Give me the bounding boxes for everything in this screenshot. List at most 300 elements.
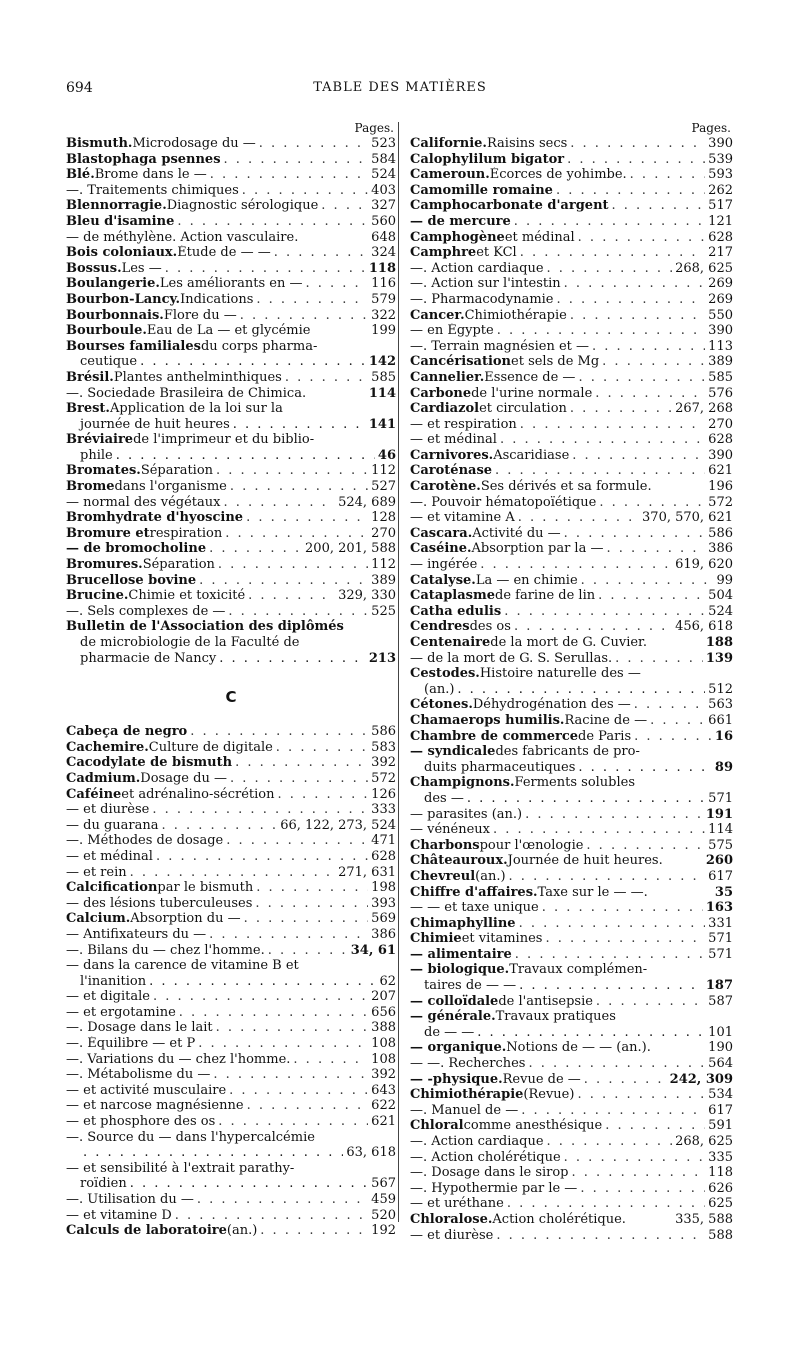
column-divider [398, 122, 399, 1222]
page-ref: 267, 268 [675, 401, 733, 417]
page-ref: 571 [708, 946, 733, 962]
index-entry [410, 510, 733, 526]
index-entry [410, 604, 733, 620]
entry-text: de l'imprimeur et du biblio- [133, 432, 315, 448]
index-entry [410, 635, 733, 651]
index-entry-continuation [66, 1145, 396, 1161]
entry-heading: Chloralose. [410, 1211, 493, 1227]
entry-text: Eau de La — et glycémie [146, 323, 311, 339]
entry-text: — et médinal [410, 432, 497, 448]
page-ref: 392 [371, 755, 396, 771]
entry-text: —. Manuel de — [410, 1102, 519, 1118]
entry-heading: Bourboule. [66, 323, 147, 339]
entry-text: taires de — — [424, 978, 517, 994]
page-ref: 114 [708, 822, 733, 838]
index-entry [410, 1150, 733, 1166]
index-entry [66, 323, 396, 339]
entry-heading: Cachemire. [66, 739, 149, 755]
entry-text: — —. Recherches [410, 1056, 526, 1072]
page-ref: 386 [708, 541, 733, 557]
entry-text: et médinal [504, 229, 575, 245]
page-ref: 322 [371, 307, 396, 323]
page-ref: 593 [708, 167, 733, 183]
entry-text: —. Action cardiaque [410, 1134, 544, 1149]
index-entry [66, 943, 396, 959]
index-entry [66, 724, 396, 740]
leader-dots [218, 557, 368, 573]
leader-dots [228, 604, 368, 620]
leader-dots [256, 880, 368, 896]
entry-text: —. Méthodes de dosage [66, 833, 224, 849]
page-ref: 550 [708, 307, 733, 323]
index-column-right [410, 120, 733, 1243]
page-ref: 512 [708, 681, 733, 697]
entry-heading: Caroténase [410, 463, 493, 479]
entry-heading: Cacodylate de bismuth [66, 755, 233, 771]
entry-text: —. Action sur l'intestin [410, 276, 561, 292]
leader-dots [572, 448, 705, 464]
page-ref: 324 [371, 245, 396, 261]
running-title: TABLE DES MATIÈRES [313, 80, 487, 95]
index-entry [66, 927, 396, 943]
index-entry [410, 152, 733, 168]
page-ref: 114 [368, 385, 396, 401]
entry-heading: Bréviaire [66, 432, 134, 448]
entry-heading: Chimaphylline [410, 915, 516, 931]
page-ref: 139 [705, 650, 733, 666]
leader-dots [518, 510, 639, 526]
entry-text: Activité du — [472, 525, 561, 541]
entry-text: Travaux pratiques [495, 1009, 616, 1025]
index-entry [410, 541, 733, 557]
page-ref: 260 [705, 853, 733, 869]
index-entry [66, 214, 396, 230]
leader-dots [578, 370, 705, 386]
entry-text: — et diurèse [410, 1227, 494, 1243]
index-entry [66, 619, 396, 635]
index-entry [66, 557, 396, 573]
index-entry [66, 495, 396, 511]
pages-label: Pages. [354, 121, 394, 135]
index-entry [410, 214, 733, 230]
leader-dots [595, 386, 705, 402]
page-ref: 524 [371, 167, 396, 183]
index-entry [66, 911, 396, 927]
entry-text: et adrénalino-sécrétion [121, 786, 275, 802]
entry-text: — Antifixateurs du — [66, 926, 207, 942]
leader-dots [175, 1208, 368, 1224]
entry-heading: Calculs de laboratoire [66, 1223, 227, 1239]
index-entry [66, 370, 396, 386]
leader-dots [612, 198, 706, 214]
leader-dots [650, 713, 705, 729]
index-entry [410, 1072, 733, 1088]
entry-text: —. Hypothermie par le — [410, 1180, 578, 1196]
entry-heading: — colloïdale [410, 993, 499, 1009]
page-ref: 242, 309 [669, 1071, 733, 1087]
entry-heading: Brome [66, 479, 115, 495]
page-ref: 329, 330 [338, 588, 396, 604]
index-entry [66, 401, 396, 417]
page-ref: 141 [368, 416, 396, 432]
leader-dots [229, 1083, 368, 1099]
page-ref: 534 [708, 1087, 733, 1103]
leader-dots [514, 214, 705, 230]
index-entry [410, 479, 733, 495]
leader-dots [230, 479, 368, 495]
entry-heading: Cadmium. [66, 770, 141, 786]
page-ref: 656 [371, 1004, 396, 1020]
index-entry-continuation [66, 417, 396, 433]
entry-heading: Cabeça de negro [66, 724, 188, 740]
index-entry [66, 526, 396, 542]
leader-dots [547, 261, 673, 277]
page-ref: 389 [708, 354, 733, 370]
leader-dots [218, 1114, 368, 1130]
index-entry [410, 588, 733, 604]
page-ref: 628 [708, 229, 733, 245]
page-ref: 198 [371, 880, 396, 896]
leader-dots [293, 1052, 368, 1068]
page-ref: 392 [371, 1067, 396, 1083]
index-entry [66, 1083, 396, 1099]
entry-heading: Camphogène [410, 229, 505, 245]
entry-heading: Carnivores. [410, 447, 494, 463]
page-ref: 661 [708, 712, 733, 728]
leader-dots [226, 833, 368, 849]
entry-text: Plantes anthelminthiques [113, 369, 282, 385]
entry-text: Dosage du — [140, 770, 227, 786]
page-ref: 584 [371, 151, 396, 167]
entry-text: Culture de digitale [148, 739, 273, 755]
leader-dots [248, 588, 335, 604]
entry-heading: Calophylilum bigator [410, 151, 565, 167]
entry-text: —. Utilisation du — [66, 1192, 194, 1207]
page-ref: 459 [371, 1192, 396, 1207]
index-entry [410, 916, 733, 932]
index-entry [66, 958, 396, 974]
index-entry [410, 308, 733, 324]
index-entry [410, 448, 733, 464]
leader-dots [570, 136, 705, 152]
entry-heading: Camphocarbonate d'argent [410, 198, 609, 214]
leader-dots [570, 401, 672, 417]
leader-dots [602, 354, 705, 370]
entry-heading: Bromure et [66, 525, 150, 541]
page-ref: 617 [708, 868, 733, 884]
index-entry-continuation [410, 1025, 733, 1041]
leader-dots [504, 604, 705, 620]
leader-dots [190, 724, 368, 740]
entry-text: Ses dérivés et sa formule. [480, 479, 652, 495]
entry-text: Chimie et toxicité [128, 588, 246, 604]
entry-heading: Boulangerie. [66, 276, 160, 292]
page-ref: 213 [368, 650, 396, 666]
leader-dots [165, 261, 366, 277]
page-ref: 390 [708, 136, 733, 151]
entry-heading: Bulletin de l'Association des diplômés [66, 619, 344, 635]
entry-heading: Carotène. [410, 479, 481, 495]
entry-text: (an.) [424, 681, 455, 697]
entry-text: Racine de — [564, 712, 648, 728]
leader-dots [255, 896, 368, 912]
page-ref: 591 [708, 1118, 733, 1134]
page-ref: 586 [371, 724, 396, 740]
entry-text: Action cholérétique. [492, 1211, 626, 1227]
leader-dots [246, 510, 368, 526]
entry-heading: Blastophaga psennes [66, 151, 221, 167]
entry-text: ceutique [80, 354, 138, 370]
index-entry-continuation [66, 651, 396, 667]
entry-heading: Chevreul [410, 868, 476, 884]
leader-dots [557, 292, 706, 308]
index-entry [66, 989, 396, 1005]
entry-text: phile [80, 447, 113, 463]
page-ref: 63, 618 [346, 1145, 396, 1161]
leader-dots [493, 822, 705, 838]
leader-dots [235, 755, 368, 771]
leader-dots [570, 308, 705, 324]
entry-text: Indications [180, 291, 254, 307]
index-entry [410, 526, 733, 542]
index-entry [66, 1161, 396, 1177]
index-entry [66, 261, 396, 277]
entry-heading: Blennorragie. [66, 198, 167, 214]
leader-dots [500, 432, 705, 448]
entry-text: de farine de lin [495, 588, 596, 604]
entry-heading: Cancer. [410, 307, 465, 323]
index-entry [66, 230, 396, 246]
entry-heading: Bourbon-Lancy. [66, 291, 181, 307]
index-entry [410, 1181, 733, 1197]
index-entry [410, 401, 733, 417]
leader-dots [507, 1196, 705, 1212]
page-header [66, 80, 734, 100]
leader-dots [572, 1165, 706, 1181]
entry-heading: Blé. [66, 167, 95, 183]
entry-heading: Bois coloniaux. [66, 245, 178, 261]
leader-dots [199, 573, 368, 589]
entry-heading: Bromhydrate d'hyoscine [66, 510, 244, 526]
page-ref: 35 [714, 884, 733, 900]
index-entry [66, 588, 396, 604]
page-ref: 517 [708, 198, 733, 214]
index-entry [410, 573, 733, 589]
leader-dots [321, 198, 368, 214]
page-ref: 199 [371, 323, 396, 339]
leader-dots [209, 541, 302, 557]
entry-text: — et vitamine D [66, 1207, 172, 1223]
leader-dots [244, 911, 369, 927]
index-entry [410, 931, 733, 947]
page-number: 694 [66, 80, 93, 96]
page-ref: 188 [705, 635, 733, 650]
index-entry [66, 308, 396, 324]
leader-dots [233, 417, 366, 433]
index-entry [410, 1165, 733, 1181]
entry-text: et vitamines [461, 931, 543, 947]
index-entry [66, 740, 396, 756]
entry-text: Chimiothérapie [464, 307, 567, 323]
page-ref: 564 [708, 1056, 733, 1072]
entry-text: Application de la loi sur la [109, 401, 283, 417]
page-ref: 121 [708, 213, 733, 229]
leader-dots [596, 994, 705, 1010]
page-ref: 270 [371, 525, 396, 541]
entry-heading: Carbone [410, 385, 472, 401]
leader-dots [140, 354, 366, 370]
page-ref: 335 [708, 1149, 733, 1165]
leader-dots [564, 276, 706, 292]
page-ref: 16 [714, 728, 733, 744]
leader-dots [230, 771, 368, 787]
entry-text: duits pharmaceutiques [424, 759, 576, 775]
page-ref: 403 [371, 182, 396, 198]
page-ref: 393 [371, 895, 396, 911]
index-entry [410, 744, 733, 760]
entry-text: —. Sels complexes de — [66, 603, 226, 619]
index-entry [66, 818, 396, 834]
leader-dots [586, 838, 705, 854]
entry-text: —. Action cardiaque [410, 260, 544, 276]
leader-dots [577, 1087, 705, 1103]
entry-heading: Brucellose bovine [66, 572, 197, 588]
entry-heading: Calcification [66, 880, 158, 896]
entry-heading: Californie. [410, 136, 487, 151]
entry-heading: Chamaerops humilis. [410, 712, 565, 728]
entry-heading: Centenaire [410, 635, 491, 650]
index-entry [410, 822, 733, 838]
entry-text: et circulation [479, 401, 567, 417]
entry-heading: Champignons. [410, 775, 515, 791]
entry-text: —. Source du — dans l'hypercalcémie [66, 1129, 315, 1145]
index-entry [66, 833, 396, 849]
entry-text: (an.) [475, 868, 506, 884]
page-ref: 390 [708, 447, 733, 463]
entry-heading: — syndicale [410, 744, 496, 760]
index-entry [410, 1009, 733, 1025]
entry-text: — du guarana [66, 817, 159, 833]
entry-text: Étude de — — [177, 245, 271, 261]
entry-heading: Chambre de commerce [410, 728, 579, 744]
page-ref: 571 [708, 931, 733, 947]
page-ref: 217 [708, 245, 733, 261]
entry-text: —. Pharmacodynamie [410, 291, 554, 307]
page-ref: 34, 61 [350, 942, 396, 958]
index-entry [66, 1020, 396, 1036]
leader-dots [149, 974, 376, 990]
entry-text: — et médinal [66, 848, 153, 864]
page-ref: 390 [708, 323, 733, 339]
page-ref: 648 [371, 229, 396, 245]
leader-dots [130, 1176, 368, 1192]
entry-text: Séparation [142, 557, 215, 573]
index-entry [410, 666, 733, 682]
leader-dots [216, 463, 368, 479]
page-ref: 142 [368, 354, 396, 370]
leader-dots [130, 865, 335, 881]
index-entry [66, 1114, 396, 1130]
entry-text: Les — [121, 260, 162, 276]
entry-heading: — -physique. [410, 1071, 503, 1087]
entry-text: (Revue) [523, 1087, 575, 1103]
leader-dots [584, 1072, 667, 1088]
entry-text: de Paris [578, 728, 632, 744]
leader-dots [216, 1020, 369, 1036]
leader-dots [268, 943, 348, 959]
entry-text: l'inanition [80, 973, 147, 989]
leader-dots [495, 463, 705, 479]
leader-dots [580, 1181, 705, 1197]
page-ref: 262 [708, 182, 733, 198]
entry-text: Travaux complémen- [509, 962, 648, 978]
index-entry [66, 510, 396, 526]
index-entry-continuation [410, 978, 733, 994]
entry-text: — et phosphore des os [66, 1114, 216, 1130]
page-ref: 126 [371, 786, 396, 802]
leader-dots [497, 323, 705, 339]
index-entry [66, 1208, 396, 1224]
page-ref: 585 [371, 369, 396, 385]
page-ref: 386 [371, 926, 396, 942]
entry-heading: Camomille romaine [410, 182, 553, 198]
page-ref: 628 [708, 432, 733, 448]
leader-dots [305, 276, 368, 292]
leader-dots [592, 339, 705, 355]
index-entry-continuation [410, 760, 733, 776]
page-ref: 576 [708, 385, 733, 401]
entry-text: —. Dosage dans le sirop [410, 1165, 569, 1181]
entry-heading: Bromures. [66, 557, 143, 573]
index-entry [66, 1192, 396, 1208]
entry-text: —. Équilibre — et P [66, 1036, 196, 1052]
entry-text: du corps pharma- [200, 338, 318, 354]
entry-text: et sels de Mg [511, 354, 600, 370]
index-entry [66, 1067, 396, 1083]
index-entry [66, 245, 396, 261]
index-entry-continuation [66, 354, 396, 370]
leader-dots [179, 1005, 368, 1021]
leader-dots [477, 1025, 705, 1041]
leader-dots [606, 541, 705, 557]
entry-heading: Calcium. [66, 911, 131, 927]
leader-dots [520, 245, 705, 261]
page-ref: 471 [371, 833, 396, 849]
entry-text: — et narcose magnésienne [66, 1098, 244, 1114]
entry-text: — et diurèse [66, 802, 150, 818]
entry-heading: Caséine. [410, 541, 472, 557]
index-entry [66, 573, 396, 589]
leader-dots [162, 818, 278, 834]
index-entry-continuation [410, 791, 733, 807]
index-entry [66, 1098, 396, 1114]
leader-dots [156, 849, 368, 865]
index-entry [410, 198, 733, 214]
entry-text: — et ergotamine [66, 1004, 176, 1020]
page-ref: 575 [708, 837, 733, 853]
entry-text: —. Action cholérétique [410, 1149, 561, 1165]
page-ref: 527 [371, 479, 396, 495]
entry-text: — parasites (an.) [410, 806, 523, 822]
index-entry [410, 557, 733, 573]
index-entry [66, 802, 396, 818]
entry-text: des os [469, 619, 511, 635]
entry-text: journée de huit heures [80, 416, 230, 432]
leader-dots [467, 791, 705, 807]
index-entry [410, 1103, 733, 1119]
entry-text: La — en chimie [475, 572, 578, 588]
entry-text: respiration [149, 525, 223, 541]
